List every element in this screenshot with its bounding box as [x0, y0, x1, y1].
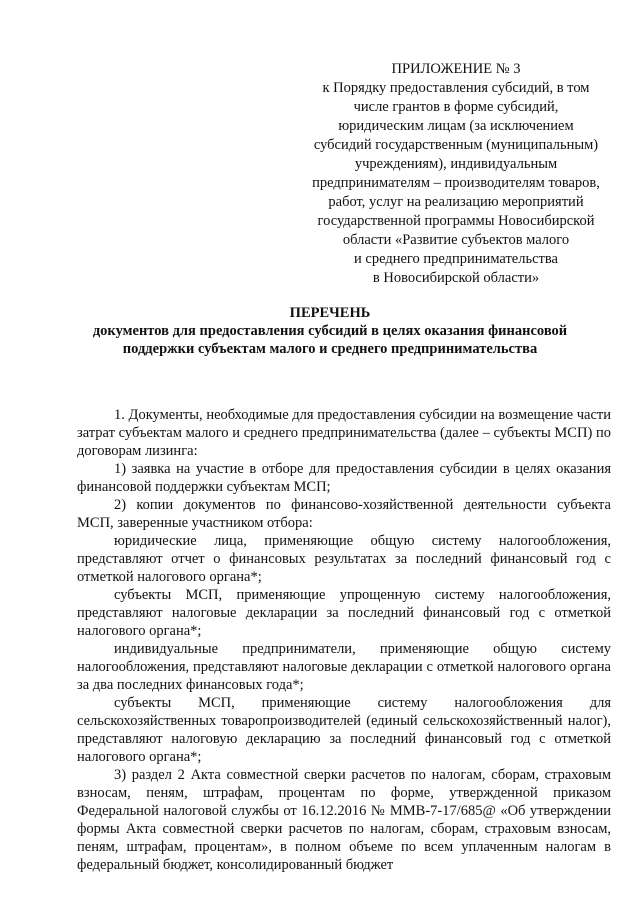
document-title [60, 304, 600, 358]
appendix-line: и среднего предпринимательства [354, 251, 558, 267]
title-heading: ПЕРЕЧЕНЬ [289, 305, 371, 321]
appendix-line: учреждениям), индивидуальным [354, 156, 558, 172]
appendix-line: работ, услуг на реализацию мероприятий [328, 194, 584, 210]
body-paragraph: субъекты МСП, применяющие упрощенную систему налогообложения, представляют налоговые декларации за последний финансовый год с отметкой налогового органа*; [77, 587, 611, 639]
appendix-line: числе грантов в форме субсидий, [353, 99, 559, 115]
appendix-line: в Новосибирской области» [372, 270, 540, 286]
title-subtitle-line-1: документов для предоставления субсидий в целях оказания финансовой [92, 323, 568, 339]
appendix-header [286, 60, 626, 288]
body-paragraph: 2) копии документов по финансово-хозяйственной деятельности субъекта МСП, заверенные участником отбора: [77, 497, 611, 531]
appendix-line: государственной программы Новосибирской [317, 213, 595, 229]
appendix-line: области «Развитие субъектов малого [342, 232, 570, 248]
body-paragraph: 1. Документы, необходимые для предоставления субсидии на возмещение части затрат субъектам малого и среднего предпринимательства (далее – субъекты МСП) по договорам лизинга: [77, 407, 611, 459]
body-paragraph: юридические лица, применяющие общую систему налогообложения, представляют отчет о финансовых результатах за последний финансовый год с отметкой налогового органа*; [77, 533, 611, 585]
body-paragraph: 1) заявка на участие в отборе для предоставления субсидии в целях оказания финансовой поддержки субъектам МСП; [77, 461, 611, 495]
body-paragraph: 3) раздел 2 Акта совместной сверки расчетов по налогам, сборам, страховым взносам, пеням, штрафам, процентам по форме, утвержденной приказом Федеральной налоговой службы от 16.12.2016 № ММВ-7-17/685@ «Об утверждении формы Акта совместной сверки расчетов по налогам, сборам, страховым взносам, пеням, штрафам, процентам», в полном объеме по всем уплаченным налогам в федеральный бюджет, консолидированный бюджет [77, 767, 611, 873]
appendix-line: юридическим лицам (за исключением [338, 118, 574, 134]
appendix-line: к Порядку предоставления субсидий, в том [322, 80, 590, 96]
document-body [77, 406, 611, 874]
appendix-line: субсидий государственным (муниципальным) [313, 137, 599, 153]
appendix-number: ПРИЛОЖЕНИЕ № 3 [391, 61, 521, 77]
body-paragraph: индивидуальные предприниматели, применяющие общую систему налогообложения, представляют налоговые декларации с отметкой налогового органа за два последних финансовых года*; [77, 641, 611, 693]
appendix-line: предпринимателям – производителям товаров, [312, 175, 600, 191]
body-paragraph: субъекты МСП, применяющие систему налогообложения для сельскохозяйственных товаропроизводителей (единый сельскохозяйственный налог), представляют налоговую декларацию за последний финансовый год с отметкой налогового органа*; [77, 695, 611, 765]
title-subtitle-line-2: поддержки субъектам малого и среднего предпринимательства [122, 341, 538, 357]
